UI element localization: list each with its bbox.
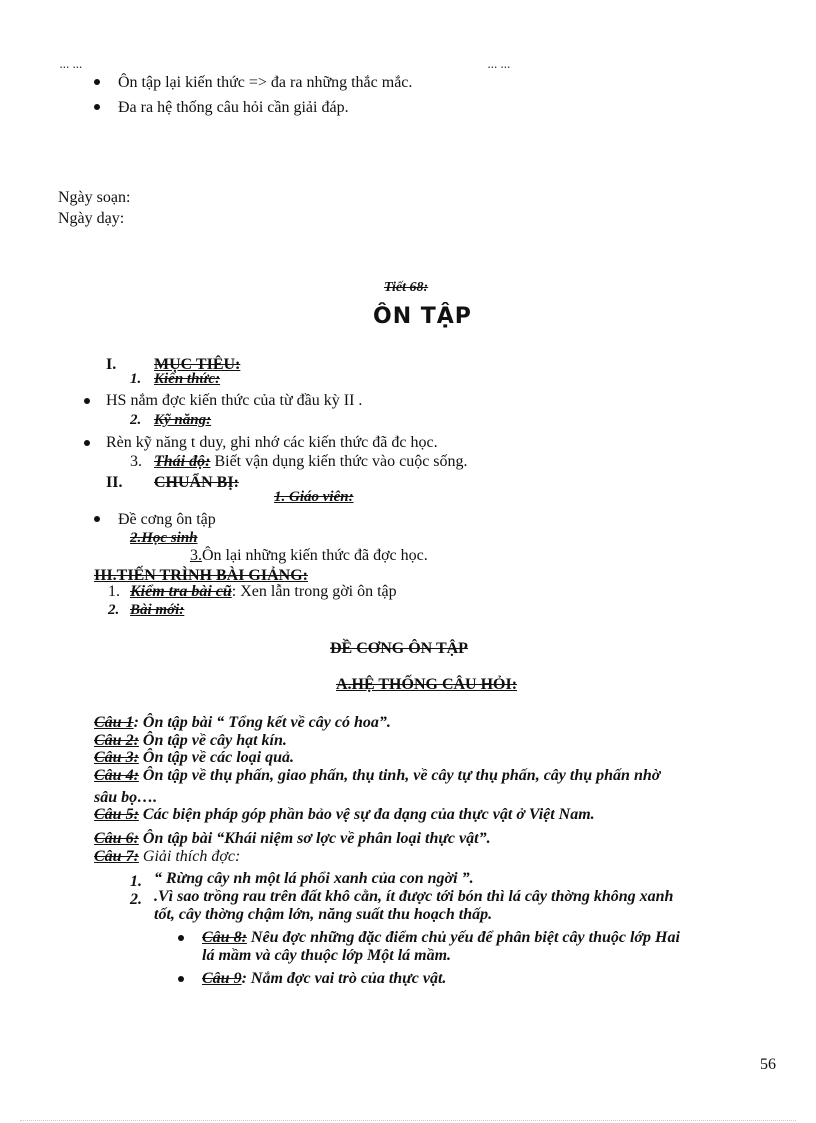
question-4-cont: sâu bọ…. [94,789,158,806]
question-9-text: : Nắm đợc vai trò của thực vật. [241,970,447,987]
question-7-label: Câu 7: [94,848,139,865]
question-6 [94,830,491,848]
question-2-label: Câu 2: [94,732,139,749]
section3-item2-label: Bài mới: [130,602,185,618]
question-4 [94,767,660,785]
outline-subtitle: A.HỆ THỐNG CÂU HỎI: [336,676,518,693]
section2-student3-text: Ôn lại những kiến thức đã đợc học. [202,547,428,564]
question-7-2-num: 2. [130,891,142,908]
question-4-text: Ôn tập về thụ phấn, giao phấn, thụ tinh, về cây tự thụ phấn, cây thụ phấn nhờ [138,767,661,784]
section2-title: CHUẨN BỊ: [154,474,239,491]
section3-item1-num: 1. [108,583,120,600]
section1-bullet2: Rèn kỹ năng t duy, ghi nhớ các kiến thức đã đc học. [106,434,438,451]
section1-title: MỤC TIÊU: [154,356,241,373]
question-5 [94,806,595,824]
section1-sub3-label: Thái độ: [154,453,211,470]
question-9-label: Câu 9 [202,970,242,987]
section1-sub2-num: 2. [130,412,142,428]
question-7-2-line1: .Vì sao trồng rau trên đất khô cằn, ít được tới bón thì lá cây thờng không xanh [154,888,674,905]
intro-bullet-1: Ôn tập lại kiến thức => đa ra những thắc mắc. [118,74,413,91]
section2-teacher-bullet: Đề cơng ôn tập [118,511,216,528]
question-8-line2: lá mầm và cây thuộc lớp Một lá mầm. [202,947,452,964]
question-4-label: Câu 4: [94,767,139,784]
outline-title: ĐỀ CƠNG ÔN TẬP [330,640,468,657]
section1-bullet1: HS nắm đợc kiến thức của từ đầu kỳ II . [106,392,363,409]
question-8-line1: Nêu đợc những đặc điểm chủ yếu để phân biệt cây thuộc lớp Hai [246,929,680,946]
question-3-label: Câu 3: [94,749,139,766]
section3-title: III.TIẾN TRÌNH BÀI GIẢNG: [94,567,308,584]
section1-roman: I. [106,356,117,373]
question-2-text: Ôn tập về cây hạt kín. [138,732,287,749]
question-6-label: Câu 6: [94,830,139,847]
question-7-2-line2: tốt, cây thờng chậm lớn, năng suất thu hoạch thấp. [154,906,493,923]
question-7-1-num: 1. [130,873,142,890]
question-8-label: Câu 8: [202,929,247,946]
section1-sub1-num: 1. [130,371,142,387]
section3-item1 [130,583,397,601]
question-3-text: Ôn tập về các loại quả. [138,749,294,766]
question-5-label: Câu 5: [94,806,139,823]
bullet-icon [178,976,184,982]
section1-sub2-label: Kỹ năng: [154,412,212,428]
question-9 [202,970,446,988]
date-day: Ngày dạy: [58,210,125,227]
header-left: ... ... [60,60,83,70]
lesson-number: Tiết 68: [384,280,429,295]
question-1-text: : Ôn tập bài “ Tổng kết về cây có hoa”. [133,714,391,731]
page-number: 56 [760,1056,776,1073]
date-soan: Ngày soạn: [58,189,131,206]
section2-student3-num: 3. [190,547,202,564]
bullet-icon [178,935,184,941]
header-right: ... ... [488,60,511,70]
question-3 [94,749,294,767]
bullet-icon [94,516,100,522]
bullet-icon [84,398,90,404]
section3-item2-num: 2. [108,602,120,618]
section1-sub1-label: Kiến thức: [154,371,221,387]
question-8 [202,929,680,947]
question-5-text: Các biện pháp góp phần bảo vệ sự đa dạng của thực vật ở Việt Nam. [138,806,595,823]
question-1 [94,714,391,732]
page-title: ÔN TẬP [373,304,472,329]
question-6-text: Ôn tập bài “Khái niệm sơ lợc về phân loại thực vật”. [138,830,491,847]
bullet-icon [84,440,90,446]
page-bottom-divider [20,1120,796,1121]
bullet-icon [94,79,100,85]
question-7-1: “ Rừng cây nh một lá phổi xanh của con ngời ”. [154,870,474,887]
question-7-text: Giải thích đợc: [138,848,241,865]
section2-student3 [190,547,428,565]
bullet-icon [94,104,100,110]
section2-student: 2.Học sinh [130,530,198,546]
intro-bullet-2: Đa ra hệ thống câu hỏi cần giải đáp. [118,99,349,116]
question-2 [94,732,287,750]
section3-item1-label: Kiểm tra bài cũ [130,583,232,600]
question-7 [94,848,240,866]
section1-sub3-num: 3. [130,453,142,470]
question-1-label: Câu 1 [94,714,134,731]
section2-teacher: 1. Giáo viên: [274,489,354,505]
section1-sub3 [154,453,468,471]
section1-sub3-text: Biết vận dụng kiến thức vào cuộc sống. [210,453,468,470]
section3-item1-text: : Xen lẫn trong gời ôn tập [231,583,397,600]
section2-roman: II. [106,474,123,491]
